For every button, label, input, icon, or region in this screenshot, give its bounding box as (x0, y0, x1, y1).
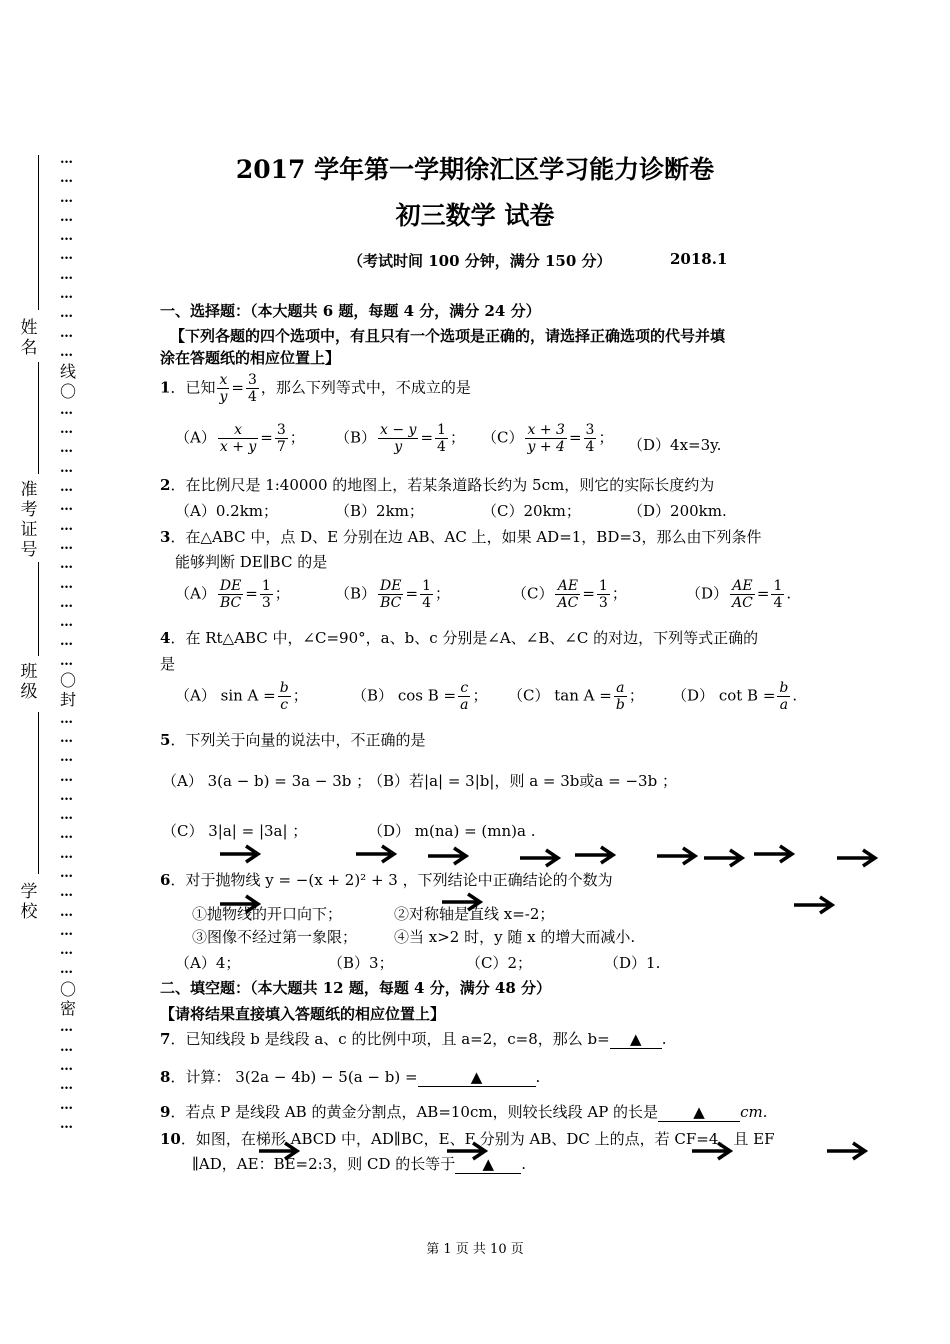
answer-blank: ▲ (658, 1103, 740, 1122)
q2-option-c: （C）20km； (482, 502, 581, 520)
q2-option-a: （A）0.2km； (175, 502, 279, 520)
arrow-icon (218, 893, 262, 915)
margin-line (38, 562, 39, 656)
q2-option-d: （D）200km. (628, 502, 727, 520)
page-footer: 第 1 页 共 10 页 (426, 1242, 524, 1257)
question-3: 3．在△ABC 中，点 D、E 分别在边 AB、AC 上，如果 AD=1，BD=3，那么由下列条件 (160, 528, 762, 546)
exam-date: 2018.1 (670, 250, 728, 268)
q5-option-b: （B）若|a| = 3|b|，则 a = 3b或a = −3b ； (368, 772, 677, 790)
q4-option-d: （D） cot B = $\frac{b}{a}$ . (672, 680, 798, 713)
question-10: 10．如图，在梯形 ABCD 中，AD∥BC，E、F 分别为 AB、DC 上的点，若 CF=4，且 EF (160, 1130, 775, 1148)
arrow-icon (354, 843, 398, 865)
q3-option-c: （C） $\frac{AE}{AC}$ = $\frac{1}{3}$ ； (512, 578, 627, 611)
q3-option-a: （A） $\frac{DE}{BC}$ = $\frac{1}{3}$ ； (175, 578, 290, 611)
question-8: 8．计算： 3(2a − 4b) − 5(a − b) = ▲ . (160, 1068, 541, 1086)
q6-statement-3: ③图像不经过第一象限； (192, 928, 358, 946)
arrow-icon (573, 844, 617, 866)
q6-statement-4: ④当 x>2 时，y 随 x 的增大而减小. (394, 928, 636, 946)
q3-option-d: （D） $\frac{AE}{AC}$ = $\frac{1}{4}$ . (686, 578, 792, 611)
question-9: 9．若点 P 是线段 AB 的黄金分割点，AB=10cm，则较长线段 AP 的长是 ▲ cm. (160, 1103, 768, 1121)
arrow-icon (792, 894, 836, 916)
q5-option-d: （D） m(na) = (mn)a . (368, 822, 536, 840)
question-4: 4．在 Rt△ABC 中，∠C=90°，a、b、c 分别是∠A、∠B、∠C 的对边，下列等式正确的 (160, 629, 759, 647)
question-10-cont: ∥AD，AE：BE=2:3，则 CD 的长等于 ▲ . (192, 1155, 527, 1173)
arrow-icon (426, 845, 470, 867)
question-1: 1．已知 $\frac{x}{y}$ = $\frac{3}{4}$ ，那么下列等式中，不成立的是 (160, 372, 471, 405)
q6-option-c: （C）2； (466, 954, 533, 972)
arrow-icon (518, 847, 562, 869)
section1-instruction: 【下列各题的四个选项中，有且只有一个选项是正确的，请选择正确选项的代号并填 (170, 327, 726, 345)
exam-info: （考试时间 100 分钟，满分 150 分） (348, 252, 612, 270)
question-4-cont: 是 (160, 655, 176, 673)
arrow-icon (655, 845, 699, 867)
seal-circle: 〇 (60, 979, 77, 999)
margin-line (38, 712, 39, 874)
class-label: 班级 (20, 662, 38, 702)
exam-id-label: 准考证号 (20, 480, 38, 560)
q5-option-c: （C） 3|a| = |3a| ； (162, 822, 308, 840)
section2-heading: 二、填空题：（本大题共 12 题，每题 4 分，满分 48 分） (160, 979, 552, 997)
section1-instruction-cont: 涂在答题纸的相应位置上】 (160, 349, 341, 367)
seal-circle: 〇 (60, 381, 77, 401)
q5-option-a: （A） 3(a − b) = 3a − 3b ； (162, 772, 372, 790)
page-title: 2017 学年第一学期徐汇区学习能力诊断卷 (235, 155, 715, 184)
q1-option-b: （B） $\frac{x - y}{y}$ = $\frac{1}{4}$ ； (335, 422, 465, 455)
answer-blank: ▲ (418, 1068, 536, 1087)
arrow-icon (690, 1140, 734, 1162)
q6-option-d: （D）1. (604, 954, 661, 972)
arrow-icon (702, 847, 746, 869)
q1-option-a: （A） $\frac{x}{x + y}$ = $\frac{3}{7}$ ； (175, 422, 305, 455)
question-3-cont: 能够判断 DE∥BC 的是 (175, 553, 328, 571)
arrow-icon (440, 891, 484, 913)
q4-option-c: （C） tan A = $\frac{a}{b}$ ； (508, 680, 644, 713)
name-label: 姓名 (20, 318, 38, 358)
q1-option-d: （D）4x=3y. (628, 436, 722, 454)
seal-circle: 〇 (60, 671, 77, 691)
q4-option-a: （A） sin A = $\frac{b}{c}$ ； (175, 680, 308, 713)
arrow-icon (218, 843, 262, 865)
q2-option-b: （B）2km； (335, 502, 424, 520)
question-7: 7．已知线段 b 是线段 a、c 的比例中项，且 a=2，c=8，那么 b= ▲ . (160, 1030, 667, 1048)
margin-line (38, 362, 39, 474)
q1-option-c: （C） $\frac{x + 3}{y + 4}$ = $\frac{3}{4}$ ； (482, 422, 614, 455)
q6-statement-2: ②对称轴是直线 x=-2； (394, 905, 555, 923)
page-subtitle: 初三数学 试卷 (395, 201, 555, 230)
arrow-icon (445, 1140, 489, 1162)
q6-option-b: （B）3； (328, 954, 394, 972)
section2-instruction: 【请将结果直接填入答题纸的相应位置上】 (160, 1005, 446, 1023)
seal-feng-char: 封 (60, 690, 77, 710)
answer-blank: ▲ (610, 1030, 662, 1049)
arrow-icon (257, 1140, 301, 1162)
question-5: 5．下列关于向量的说法中，不正确的是 (160, 731, 426, 749)
seal-dots-column: … … … … … … … … … … … 线 〇 … … … … … … … … … … … … … … 〇 封 … … … … … … … … … … … … … … 〇 密 … … … … … … (60, 150, 80, 1134)
arrow-icon (752, 843, 796, 865)
seal-mi-char: 密 (60, 999, 77, 1019)
answer-blank: ▲ (455, 1155, 521, 1174)
section1-heading: 一、选择题：（本大题共 6 题，每题 4 分，满分 24 分） (160, 302, 541, 320)
arrow-icon (835, 847, 879, 869)
question-6: 6．对于抛物线 y = −(x + 2)² + 3 ，下列结论中正确结论的个数为 (160, 871, 613, 889)
question-2: 2．在比例尺是 1:40000 的地图上，若某条道路长约为 5cm，则它的实际长度约为 (160, 476, 715, 494)
q6-option-a: （A）4； (175, 954, 241, 972)
q4-option-b: （B） cos B = $\frac{c}{a}$ ； (352, 680, 488, 713)
school-label: 学校 (20, 882, 38, 922)
q6-statement-1: ①抛物线的开口向下； (192, 905, 343, 923)
q3-option-b: （B） $\frac{DE}{BC}$ = $\frac{1}{4}$ ； (335, 578, 450, 611)
seal-line-char: 线 (60, 362, 77, 382)
arrow-icon (825, 1140, 869, 1162)
